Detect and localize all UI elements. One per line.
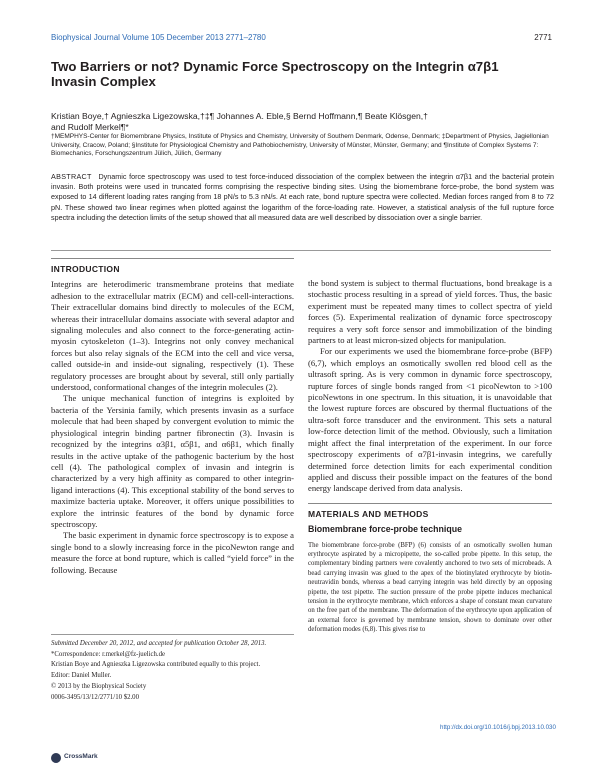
abstract-divider [51, 250, 551, 251]
introduction-heading: INTRODUCTION [51, 258, 294, 275]
journal-citation[interactable]: Biophysical Journal Volume 105 December 2013 2771–2780 [51, 33, 266, 42]
author-list [51, 111, 551, 133]
methods-paragraph: The biomembrane force-probe (BFP) (6) consists of an osmotically swollen human erythrocyte aspirated by a micropipette, the so-called probe pipette. In this setup, the complementary binding partners were covalently anchored to two sets of microbeads. A bead carrying invasin was glued to the apex of the biotinylated erythrocyte by biotin-neutravidin bonds, whereas a bead carrying integrin was held directly by an opposing pipette, the test pipette. The suction pressure of the probe pipette induces mechanical tension in the erythrocyte membrane, which enforces a shape of constant mean curvature on the free part of the membrane. The deformation of the erythrocyte upon application of an external force is governed by membrane tension, shown to dominate over other deformation modes (6,8). This gives rise to [308, 541, 552, 634]
right-column [308, 278, 552, 635]
authors-line-2: and Rudolf Merkel¶* [51, 122, 129, 132]
left-column [51, 258, 294, 576]
page-number: 2771 [534, 33, 552, 42]
issn-note: 0006-3495/13/12/2771/10 $2.00 [51, 693, 139, 701]
title-line-1: Two Barriers or not? Dynamic Force Spectroscopy on the Integrin α7β1 [51, 59, 499, 74]
intro-paragraph-2: The unique mechanical function of integrins is exploited by bacteria of the Yersinia family, which presents invasin as a surface molecule that had been shaped by convergent evolution to mimic the physiological integrin binding partner fibronectin (3). Invasin is recognized by the integrins α3β1, α5β1, and α6β1, which finally results in the active uptake of the pathogenic bacterium by the host cell (4). The pathological complex of invasin and integrin is characterized by a very high affinity as compared to other integrin-ligand interactions (4). This exceptional stability of the bond serves to maximize bacteria uptake. Moreover, it offers unique possibilities to explore the intrinsic features of the bond by dynamic force spectroscopy. [51, 393, 294, 529]
crossmark-badge[interactable] [51, 752, 111, 764]
title-line-2: Invasin Complex [51, 74, 156, 89]
article-footnotes [51, 634, 294, 703]
running-header [51, 33, 552, 45]
authors-line-1: Kristian Boye,† Agnieszka Ligezowska,†‡¶ Johannes A. Eble,§ Bernd Hoffmann,¶ Beate Klösgen,† [51, 111, 428, 121]
intro-paragraph-4: For our experiments we used the biomembrane force-probe (BFP) (6,7), which employs an osmotically swollen red blood cell as the ultrasoft spring. As is very common in dynamic force spectroscopy, rupture forces of single bonds ranged from <1 picoNewton to >100 picoNewtons in one spectrum. In this situation, it is unavoidable that the lowest rupture forces are obscured by thermal fluctuations of the ultra-soft force transducer and the environment. This sets a natural low-force detection limit of the method. Obviously, such a limitation might affect the final interpretation of the experiment. In our force spectroscopy experiments of α7β1-invasin integrins, we carefully determined force detection limits for each experimental condition applied and discuss their possible impact on the features of the bond energy landscape derived from data analysis. [308, 346, 552, 494]
intro-paragraph-1: Integrins are heterodimeric transmembrane proteins that mediate adhesion to the extracellular matrix (ECM) and cell-cell-interactions. Their extracellular domains bind directly to molecules of the ECM, whereas their intracellular domains associate with several adaptor and signaling molecules and also connect to the force-generating actin-myosin cytoskeleton (1–3). Integrins not only convey mechanical forces but also relay signals of the ECM into the cell and vice versa, called outside-in and inside-out signaling, respectively (1). These regulatory processes are brought about by several, still only partially understood, conformational changes of the integrin molecules (2). [51, 279, 294, 393]
submission-dates: Submitted December 20, 2012, and accepted for publication October 28, 2013. [51, 640, 267, 647]
abstract-label: ABSTRACT [51, 172, 92, 181]
equal-contribution-note: Kristian Boye and Agnieszka Ligezowska contributed equally to this project. [51, 661, 261, 669]
methods-heading: MATERIALS AND METHODS [308, 503, 552, 520]
crossmark-label: CrossMark [64, 753, 98, 760]
abstract-text: Dynamic force spectroscopy was used to test force-induced dissociation of the complex between the integrin α7β1 and the bacterial protein invasin. Both proteins were used in truncated forms comprising the respective binding sites. Using the biomembrane force-probe, the bond system was exposed to 14 different loading rates ranging from 18 pN/s to 5.3 nN/s. At each rate, bond rupture spectra were collected. Median forces ranged from 8 to 72 pN. These showed two linear regimes when plotted against the logarithm of the force-loading rate. However, a statistical analysis of the full rupture force spectra including the detection limits of the setup showed that all measured data are well described by dissociation over a single barrier. [51, 172, 554, 222]
affiliations: †MEMPHYS-Center for Biomembrane Physics, Institute of Physics and Chemistry, University of Southern Denmark, Odense, Denmark; ‡Department of Physics, Jagiellonian University, Cracow, Poland; §Institute for Physiological Chemistry and Pathobiochemistry, University of Münster, Münster, Germany; and ¶Institute of Complex Systems 7: Biomechanics, Forschungszentrum Jülich, Jülich, Germany [51, 133, 549, 158]
intro-paragraph-3-continued: the bond system is subject to thermal fluctuations, bond breakage is a stochastic process resulting in a spread of yield forces. Thus, the basic experiment must be repeated many times to collect spectra of yield forces (5). Experimental realization of dynamic force spectroscopy requires a very soft force sensor and immobilization of the binding partners to at least micron-sized objects for manipulation. [308, 278, 552, 346]
abstract [51, 172, 554, 223]
bfp-subheading: Biomembrane force-probe technique [308, 524, 462, 535]
article-title [51, 59, 551, 89]
intro-paragraph-3: The basic experiment in dynamic force spectroscopy is to expose a single bond to a slowly increasing force in the picoNewton range and measure the force at bond rupture, which is called “yield force” in the following. Because [51, 530, 294, 575]
crossmark-icon [51, 753, 61, 763]
correspondence-note[interactable]: *Correspondence: r.merkel@fz-juelich.de [51, 650, 166, 658]
doi-link[interactable]: http://dx.doi.org/10.1016/j.bpj.2013.10.030 [440, 724, 556, 731]
editor-note: Editor: Daniel Muller. [51, 672, 112, 680]
copyright-note: © 2013 by the Biophysical Society [51, 682, 147, 690]
